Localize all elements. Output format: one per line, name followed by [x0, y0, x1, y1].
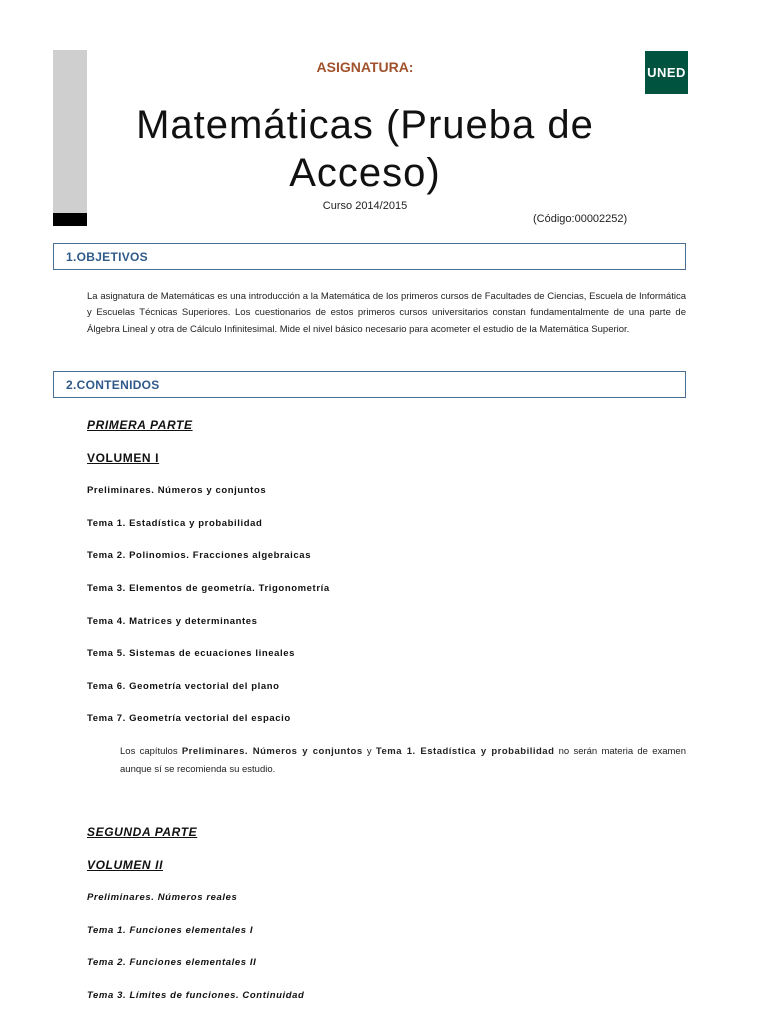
page-title — [90, 101, 640, 197]
section-objetivos-header — [53, 243, 686, 270]
codigo-label: (Código:00002252) — [533, 213, 628, 225]
uned-logo-text: UNED — [647, 65, 686, 80]
volumen-1-item: Tema 1. Estadística y probabilidad — [87, 518, 263, 529]
volumen-2-item: Preliminares. Números reales — [87, 892, 238, 903]
note-pre: Los capítulos — [120, 746, 182, 757]
section-objetivos-title: 1.OBJETIVOS — [66, 250, 148, 264]
objetivos-paragraph: La asignatura de Matemáticas es una introducción a la Matemática de los primeros cursos de Facultades de Ciencias, Escuela de Informática y Escuelas Técnicas Superiores. Los cuestionarios de estos primeros cursos universitarios constan fundamentalmente de una parte de Álgebra Lineal y otra de Cálculo Infinitesimal. Mide el nivel básico necesario para acometer el estudio de la Matemática Superior. — [87, 291, 686, 335]
volumen-1-item: Tema 4. Matrices y determinantes — [87, 616, 258, 627]
volumen-1-item: Tema 7. Geometría vectorial del espacio — [87, 713, 291, 724]
volumen-1-note — [120, 743, 686, 779]
segunda-parte-heading: SEGUNDA PARTE — [87, 825, 198, 839]
section-contenidos-title: 2.CONTENIDOS — [66, 378, 160, 392]
note-bold-2: Tema 1. Estadística y probabilidad — [375, 746, 555, 757]
volumen-2-heading: VOLUMEN II — [87, 858, 164, 872]
uned-logo — [645, 51, 688, 94]
curso-label: Curso 2014/2015 — [322, 200, 408, 212]
section-contenidos-header — [53, 371, 686, 398]
volumen-1-item: Preliminares. Números y conjuntos — [87, 485, 267, 496]
volumen-2-item: Tema 3. Límites de funciones. Continuidad — [87, 990, 305, 1001]
primera-parte-heading: PRIMERA PARTE — [87, 418, 193, 432]
title-line-1: Matemáticas (Prueba de — [136, 103, 594, 147]
note-mid: y — [362, 746, 376, 757]
title-line-2: Acceso) — [289, 151, 441, 195]
asignatura-label: ASIGNATURA: — [316, 59, 414, 75]
note-bold-1: Preliminares. Números y conjuntos — [181, 746, 363, 757]
volumen-2-item: Tema 2. Funciones elementales II — [87, 957, 257, 968]
volumen-2-item: Tema 1. Funciones elementales I — [87, 925, 254, 936]
volumen-1-item: Tema 3. Elementos de geometría. Trigonometría — [87, 583, 330, 594]
volumen-1-item: Tema 2. Polinomios. Fracciones algebraicas — [87, 550, 312, 561]
decorative-black-bar — [53, 213, 87, 226]
volumen-1-item: Tema 5. Sistemas de ecuaciones lineales — [87, 648, 296, 659]
note-post: no serán materia de examen aunque sí se recomienda su estudio. — [120, 746, 687, 775]
volumen-1-item: Tema 6. Geometría vectorial del plano — [87, 681, 280, 692]
volumen-1-heading: VOLUMEN I — [87, 451, 160, 465]
